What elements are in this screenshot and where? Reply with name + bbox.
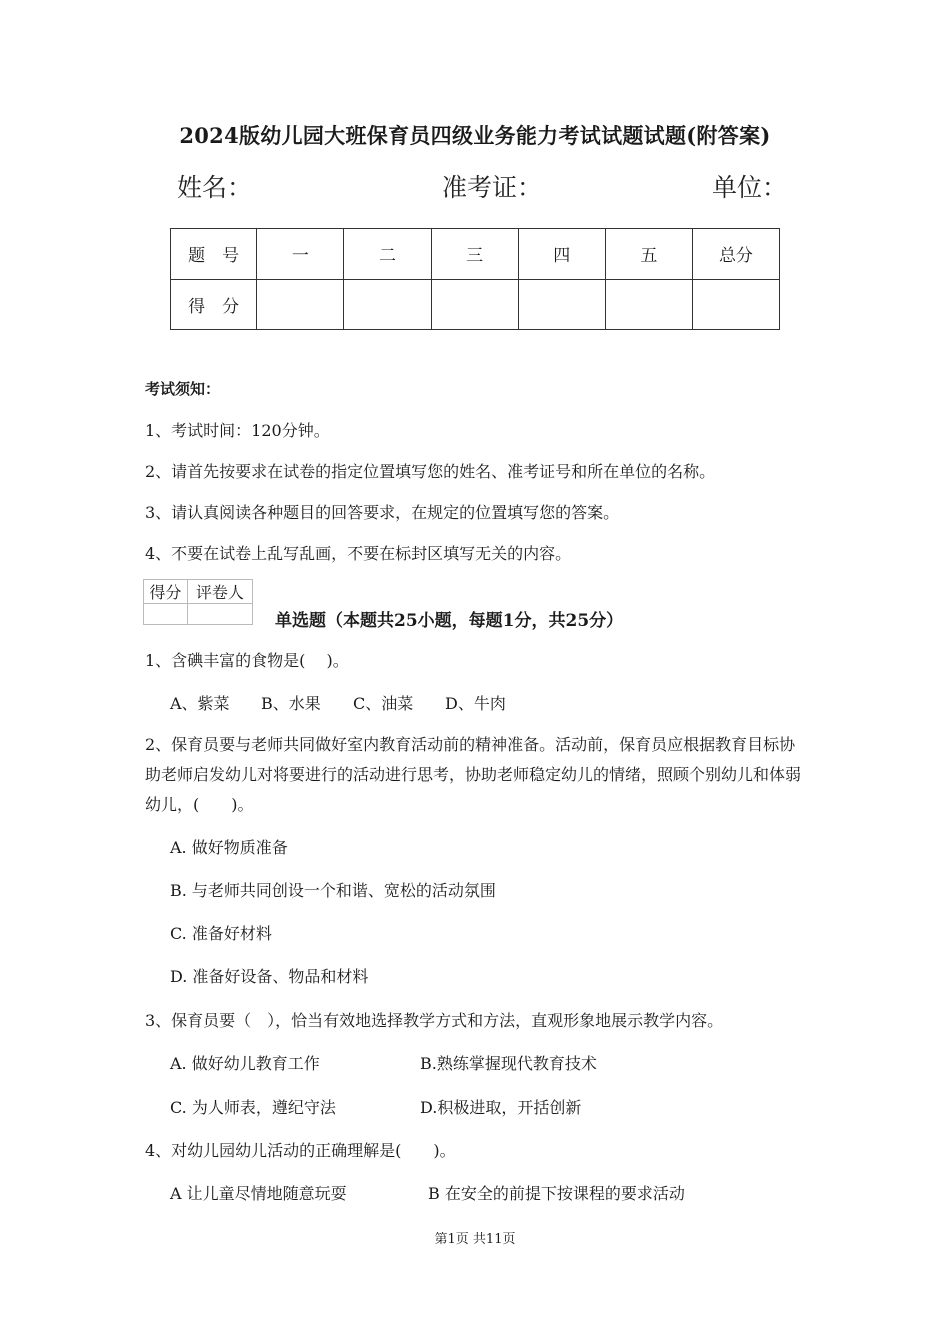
q3-option-a[interactable]: A. 做好幼儿教育工作 — [170, 1054, 320, 1073]
section-heading: 单选题（本题共25小题，每题1分，共25分） — [275, 611, 624, 631]
score-table-header-row — [171, 229, 780, 280]
score-table-score-row — [171, 279, 780, 330]
page-title: 2024版幼儿园大班保育员四级业务能力考试试题试题(附答案) — [179, 123, 771, 148]
grader-score-cell[interactable] — [144, 604, 188, 625]
score-header-cell: 四 — [518, 229, 605, 280]
grader-score-label: 得分 — [144, 580, 188, 604]
question-2-text: 2、保育员要与老师共同做好室内教育活动前的精神准备。活动前，保育员应根据教育目标协助老师启发幼儿对将要进行的活动进行思考，协助老师稳定幼儿的情绪，照顾个别幼儿和体弱幼儿，( )。 — [145, 735, 802, 814]
notice-item: 2、请首先按要求在试卷的指定位置填写您的姓名、准考证号和所在单位的名称。 — [145, 462, 716, 481]
grader-reviewer-label: 评卷人 — [187, 580, 252, 604]
grader-box — [143, 579, 253, 625]
name-field-label: 姓名： — [177, 173, 253, 202]
question-4-text: 4、对幼儿园幼儿活动的正确理解是( )。 — [145, 1141, 456, 1160]
grader-reviewer-cell[interactable] — [187, 604, 252, 625]
score-cell[interactable] — [431, 279, 518, 330]
q1-option-c[interactable]: C、油菜 — [353, 694, 414, 713]
q2-option-c[interactable]: C. 准备好材料 — [170, 924, 272, 943]
score-cell[interactable] — [518, 279, 605, 330]
score-header-cell: 题 号 — [171, 229, 257, 280]
q3-option-b[interactable]: B.熟练掌握现代教育技术 — [420, 1054, 597, 1073]
score-cell[interactable] — [257, 279, 344, 330]
page-footer: 第1页 共11页 — [434, 1232, 516, 1247]
score-header-cell: 一 — [257, 229, 344, 280]
notice-item: 4、不要在试卷上乱写乱画，不要在标封区填写无关的内容。 — [145, 544, 572, 563]
q1-option-b[interactable]: B、水果 — [261, 694, 321, 713]
score-row-label: 得 分 — [171, 279, 257, 330]
notice-item: 3、请认真阅读各种题目的回答要求，在规定的位置填写您的答案。 — [145, 503, 620, 522]
question-3-text: 3、保育员要（ ），恰当有效地选择教学方式和方法，直观形象地展示教学内容。 — [145, 1011, 724, 1030]
score-table — [170, 228, 780, 330]
score-header-cell: 二 — [344, 229, 431, 280]
unit-field-label: 单位： — [712, 173, 788, 202]
score-cell[interactable] — [344, 279, 431, 330]
q4-option-a[interactable]: A 让儿童尽情地随意玩耍 — [170, 1184, 347, 1203]
q3-option-d[interactable]: D.积极进取，开括创新 — [420, 1098, 582, 1117]
score-header-cell: 总分 — [692, 229, 779, 280]
score-cell[interactable] — [692, 279, 779, 330]
exam-id-field-label: 准考证： — [442, 173, 543, 202]
q2-option-d[interactable]: D. 准备好设备、物品和材料 — [170, 967, 369, 986]
score-header-cell: 三 — [431, 229, 518, 280]
q2-option-a[interactable]: A. 做好物质准备 — [170, 838, 288, 857]
question-1-text: 1、含碘丰富的食物是( )。 — [145, 651, 349, 670]
score-cell[interactable] — [605, 279, 692, 330]
q2-option-b[interactable]: B. 与老师共同创设一个和谐、宽松的活动氛围 — [170, 881, 496, 900]
q1-option-d[interactable]: D、牛肉 — [445, 694, 506, 713]
q1-option-a[interactable]: A、紫菜 — [170, 694, 230, 713]
q3-option-c[interactable]: C. 为人师表，遵纪守法 — [170, 1098, 336, 1117]
score-header-cell: 五 — [605, 229, 692, 280]
notice-heading: 考试须知： — [145, 380, 221, 398]
q4-option-b[interactable]: B 在安全的前提下按课程的要求活动 — [428, 1184, 685, 1203]
notice-item: 1、考试时间：120分钟。 — [145, 421, 330, 440]
